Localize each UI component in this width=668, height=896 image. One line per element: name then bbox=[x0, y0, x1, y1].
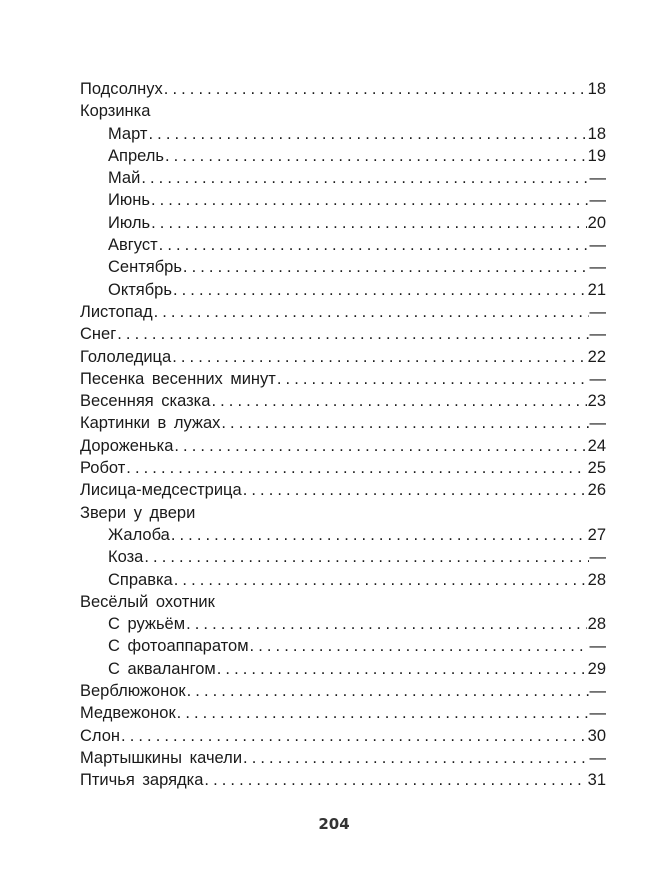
toc-entry[interactable] bbox=[80, 680, 606, 702]
dot-leader bbox=[159, 234, 589, 256]
dot-leader bbox=[164, 78, 587, 100]
toc-entry[interactable] bbox=[80, 323, 606, 345]
dot-leader bbox=[171, 524, 587, 546]
toc-entry-title: Весёлый охотник bbox=[80, 592, 215, 611]
dot-leader bbox=[217, 658, 587, 680]
toc-entry-title: Весенняя сказка bbox=[80, 392, 211, 411]
dot-leader bbox=[243, 747, 588, 769]
toc-entry-title: Дороженька bbox=[80, 436, 174, 455]
toc-entry-page: — bbox=[589, 682, 606, 701]
dot-leader bbox=[151, 189, 589, 211]
toc-entry[interactable] bbox=[80, 502, 606, 524]
toc-entry[interactable] bbox=[80, 346, 606, 368]
dot-leader bbox=[277, 368, 589, 390]
dot-leader bbox=[144, 546, 588, 568]
toc-entry-page: 31 bbox=[587, 771, 606, 790]
toc-entry-title: С аквалангом bbox=[108, 659, 216, 678]
toc-entry-title: Птичья зарядка bbox=[80, 771, 204, 790]
toc-entry[interactable] bbox=[80, 479, 606, 501]
toc-entry[interactable] bbox=[80, 390, 606, 412]
toc-subentry[interactable] bbox=[80, 234, 606, 256]
toc-subentry[interactable] bbox=[80, 635, 606, 657]
toc-entry[interactable] bbox=[80, 769, 606, 791]
toc-entry-title: Листопад bbox=[80, 302, 153, 321]
toc-entry[interactable] bbox=[80, 457, 606, 479]
toc-entry-page: — bbox=[589, 236, 606, 255]
dot-leader bbox=[174, 569, 587, 591]
dot-leader bbox=[250, 635, 589, 657]
toc-entry-page: — bbox=[589, 258, 606, 277]
toc-subentry[interactable] bbox=[80, 546, 606, 568]
toc-entry-title: Жалоба bbox=[108, 525, 170, 544]
toc-entry-title: Медвежонок bbox=[80, 704, 176, 723]
toc-subentry[interactable] bbox=[80, 279, 606, 301]
toc-entry-page: — bbox=[589, 548, 606, 567]
toc-entry[interactable] bbox=[80, 78, 606, 100]
toc-entry-title: Март bbox=[108, 124, 148, 143]
toc-entry-title: С ружьём bbox=[108, 615, 186, 634]
dot-leader bbox=[126, 457, 586, 479]
toc-entry-title: Сентябрь bbox=[108, 258, 182, 277]
toc-entry-title: Коза bbox=[108, 548, 144, 567]
toc-entry-title: Гололедица bbox=[80, 347, 172, 366]
toc-subentry[interactable] bbox=[80, 123, 606, 145]
table-of-contents bbox=[80, 78, 606, 792]
toc-entry-title: Звери у двери bbox=[80, 503, 196, 522]
toc-entry[interactable] bbox=[80, 301, 606, 323]
toc-entry-title: Июль bbox=[108, 213, 151, 232]
dot-leader bbox=[187, 680, 589, 702]
toc-entry-page: — bbox=[589, 191, 606, 210]
toc-entry-page: 25 bbox=[587, 459, 606, 478]
dot-leader bbox=[148, 123, 586, 145]
toc-entry-title: Май bbox=[108, 169, 141, 188]
dot-leader bbox=[121, 725, 587, 747]
dot-leader bbox=[173, 279, 587, 301]
dot-leader bbox=[172, 346, 586, 368]
toc-subentry[interactable] bbox=[80, 569, 606, 591]
toc-entry-page: — bbox=[589, 369, 606, 388]
toc-entry[interactable] bbox=[80, 100, 606, 122]
toc-entry-title: Картинки в лужах bbox=[80, 414, 221, 433]
toc-entry-page: 23 bbox=[587, 392, 606, 411]
toc-entry-page: 29 bbox=[587, 659, 606, 678]
toc-entry-title: Октябрь bbox=[108, 280, 172, 299]
dot-leader bbox=[211, 390, 586, 412]
toc-entry-title: Апрель bbox=[108, 146, 164, 165]
dot-leader bbox=[177, 702, 589, 724]
toc-entry-page: 27 bbox=[587, 525, 606, 544]
toc-subentry[interactable] bbox=[80, 212, 606, 234]
dot-leader bbox=[221, 412, 588, 434]
dot-leader bbox=[243, 479, 587, 501]
toc-entry[interactable] bbox=[80, 591, 606, 613]
toc-entry-page: 24 bbox=[587, 436, 606, 455]
dot-leader bbox=[117, 323, 588, 345]
dot-leader bbox=[174, 435, 586, 457]
toc-entry-page: — bbox=[589, 169, 606, 188]
toc-subentry[interactable] bbox=[80, 613, 606, 635]
toc-entry[interactable] bbox=[80, 747, 606, 769]
toc-entry-title: Справка bbox=[108, 570, 173, 589]
toc-entry-page: 30 bbox=[587, 726, 606, 745]
toc-entry[interactable] bbox=[80, 435, 606, 457]
toc-entry-title: Песенка весенних минут bbox=[80, 369, 276, 388]
toc-entry-title: Робот bbox=[80, 459, 126, 478]
toc-entry-page: 18 bbox=[587, 80, 606, 98]
toc-entry[interactable] bbox=[80, 725, 606, 747]
toc-entry-title: Август bbox=[108, 236, 158, 255]
dot-leader bbox=[141, 167, 588, 189]
toc-entry-title: Мартышкины качели bbox=[80, 748, 243, 767]
toc-entry-title: Июнь bbox=[108, 191, 150, 210]
toc-entry-page: 26 bbox=[587, 481, 606, 500]
toc-entry-title: Верблюжонок bbox=[80, 682, 186, 701]
dot-leader bbox=[183, 256, 589, 278]
toc-subentry[interactable] bbox=[80, 658, 606, 680]
toc-entry[interactable] bbox=[80, 702, 606, 724]
toc-entry-title: С фотоаппаратом bbox=[108, 637, 249, 656]
dot-leader bbox=[165, 145, 587, 167]
toc-entry-title: Лисица-медсестрица bbox=[80, 481, 242, 500]
page-number: 204 bbox=[318, 815, 350, 833]
dot-leader bbox=[151, 212, 587, 234]
toc-entry-title: Слон bbox=[80, 726, 121, 745]
toc-entry-page: 21 bbox=[587, 280, 606, 299]
toc-entry-page: — bbox=[589, 302, 606, 321]
toc-entry-page: — bbox=[589, 704, 606, 723]
toc-entry-title: Подсолнух bbox=[80, 80, 163, 98]
toc-entry-page: 18 bbox=[587, 124, 606, 143]
toc-entry[interactable] bbox=[80, 368, 606, 390]
toc-entry-page: — bbox=[589, 325, 606, 344]
toc-entry-page: — bbox=[589, 637, 606, 656]
dot-leader bbox=[186, 613, 587, 635]
toc-subentry[interactable] bbox=[80, 524, 606, 546]
toc-entry-page: 22 bbox=[587, 347, 606, 366]
toc-entry[interactable] bbox=[80, 412, 606, 434]
toc-entry-page: 28 bbox=[587, 570, 606, 589]
toc-entry-title: Снег bbox=[80, 325, 117, 344]
toc-entry-page: 19 bbox=[587, 146, 606, 165]
toc-subentry[interactable] bbox=[80, 189, 606, 211]
toc-subentry[interactable] bbox=[80, 145, 606, 167]
dot-leader bbox=[204, 769, 586, 791]
toc-entry-page: 28 bbox=[587, 615, 606, 634]
toc-subentry[interactable] bbox=[80, 256, 606, 278]
dot-leader bbox=[154, 301, 589, 323]
toc-entry-title: Корзинка bbox=[80, 102, 151, 121]
toc-entry-page: — bbox=[589, 414, 606, 433]
toc-entry-page: 20 bbox=[587, 213, 606, 232]
toc-entry-page: — bbox=[589, 748, 606, 767]
toc-subentry[interactable] bbox=[80, 167, 606, 189]
